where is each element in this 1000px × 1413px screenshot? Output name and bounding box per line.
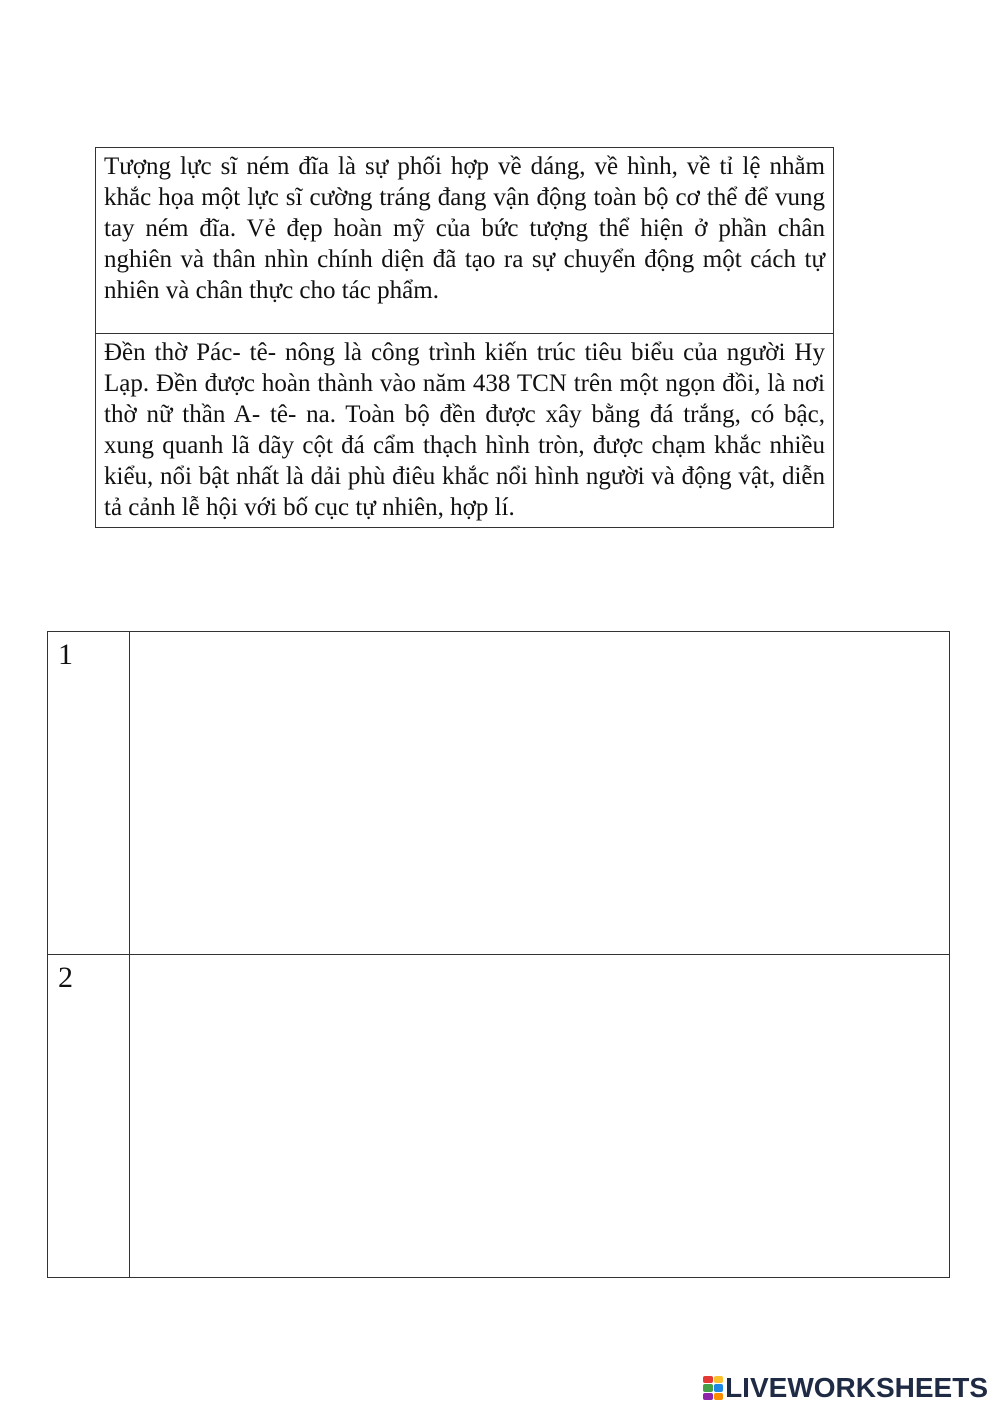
answer-row <box>48 955 950 1278</box>
answer-row <box>48 632 950 955</box>
passage-table <box>95 147 834 528</box>
answer-table <box>47 631 950 1278</box>
logo-square <box>703 1384 713 1391</box>
answer-number: 2 <box>48 955 130 1278</box>
logo-square <box>714 1384 724 1391</box>
passage-discus-thrower: Tượng lực sĩ ném đĩa là sự phối hợp về dáng, về hình, về tỉ lệ nhằm khắc họa một lực sĩ cường tráng đang vận động toàn bộ cơ thể để vung tay ném đĩa. Vẻ đẹp hoàn mỹ của bức tượng thể hiện ở phần chân nghiên và thân nhìn chính diện đã tạo ra sự chuyển động một cách tự nhiên và chân thực cho tác phẩm. <box>96 148 834 334</box>
answer-drop-zone-1[interactable] <box>130 632 950 955</box>
passage-row <box>96 334 834 528</box>
logo-text: LIVEWORKSHEETS <box>725 1372 988 1403</box>
answer-drop-zone-2[interactable] <box>130 955 950 1278</box>
logo-square <box>714 1393 724 1400</box>
passage-parthenon: Đền thờ Pác- tê- nông là công trình kiến trúc tiêu biểu của người Hy Lạp. Đền được hoàn thành vào năm 438 TCN trên một ngọn đồi, là nơi thờ nữ thần A- tê- na. Toàn bộ đền được xây bằng đá trắng, có bậc, xung quanh lã dãy cột đá cẩm thạch hình tròn, được chạm khắc nhiều kiểu, nổi bật nhất là dải phù điêu khắc nổi hình người và động vật, diễn tả cảnh lễ hội với bố cục tự nhiên, hợp lí. <box>96 334 834 528</box>
logo-mark-icon <box>703 1376 723 1400</box>
logo-square <box>714 1376 724 1383</box>
logo-square <box>703 1376 713 1383</box>
logo-square <box>703 1393 713 1400</box>
answer-number: 1 <box>48 632 130 955</box>
liveworksheets-logo <box>703 1372 988 1404</box>
passage-row <box>96 148 834 334</box>
